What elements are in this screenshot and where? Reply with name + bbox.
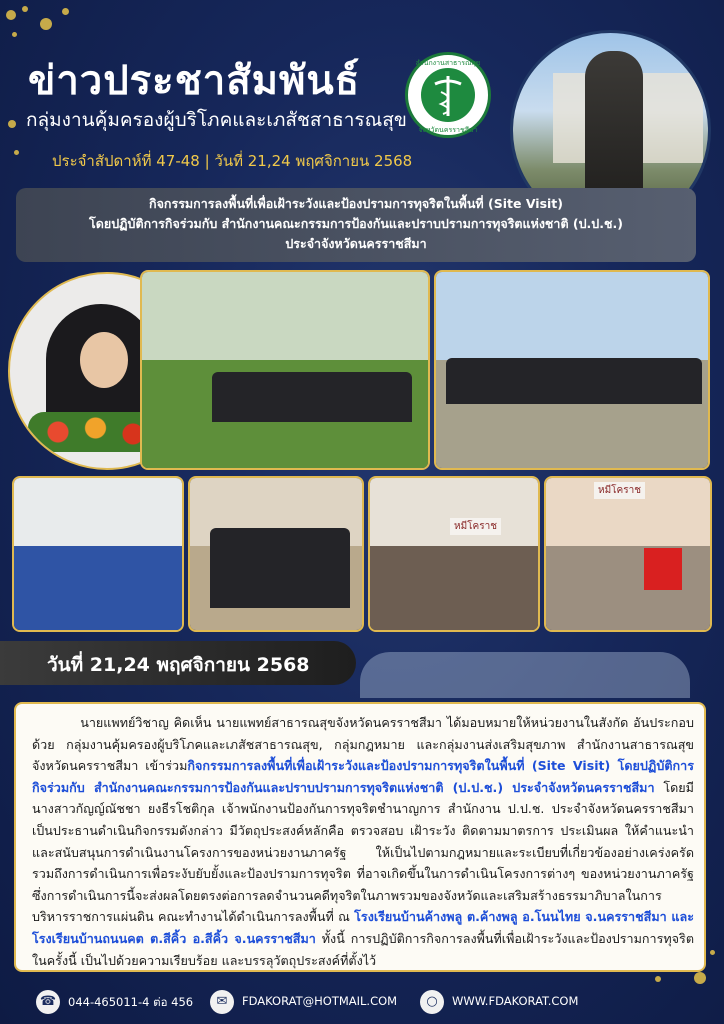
page-title: ข่าวประชาสัมพันธ์ [28, 58, 361, 104]
inspection-photo-2 [544, 476, 712, 632]
sparkle-decoration [62, 8, 69, 15]
sparkle-decoration [655, 976, 661, 982]
contact-phone: 044-465011-4 ต่อ 456 [68, 995, 194, 1009]
body-paragraph-closing: ทั้งนี้ การปฏิบัติการกิจการลงพื้นที่เพื่อเฝ้าระวังและป้องปรามการทุจริตในครั้งนี้ เป็นไปด้วยความเรียบร้อย และบรรลุวัตถุประสงค์ที่ตั้งไว้ [32, 930, 694, 968]
school-sign-1: หมีโคราช [450, 518, 501, 535]
phone-icon: ☎ [36, 990, 60, 1014]
body-highlight-schools: โรงเรียนบ้านค้างพลู ต.ค้างพลู อ.โนนไทย จ.นครราชสีมา และโรงเรียนบ้านถนนคต ต.สีคิ้ว อ.สีคิ้ว จ.นครราชสีมา [32, 909, 694, 946]
sparkle-decoration [14, 150, 19, 155]
body-paragraph-detail: โดยมีนางสาวกัญญ์ณัชชา ยงธีรโชติกุล เจ้าพนักงานป้องกันการทุจริตชำนาญการ สำนักงาน ป.ป.ช. ประจำจังหวัดนครราชสีมาเป็นประธานดำเนินกิจกรรมดังกล่าว มีวัตถุประสงค์หลักคือ ตรวจสอบ เฝ้าระวัง ติดตามมาตรการ ประเมินผล ให้คำแนะนำ และสนับสนุนการดำเนินงานโครงการของหน่วยงานภาครัฐ ให้เป็นไปตามกฎหมายและระเบียบที่เกี่ยวข้องอย่างเคร่งครัด รวมถึงการดำเนินการเพื่อระงับยับยั้งและป้องปรามการทุจริต ที่อาจเกิดขึ้นในการดำเนินโครงการต่างๆ ของหน่วยงานภาครัฐ ซึ่งการดำเนินการนี้จะส่งผลโดยตรงต่อการลดจำนวนคดีทุจริตในภาพรวมของจังหวัดและเสริมสร้างธรรมาภิบาลในการบริหารราชการแผ่นดิน คณะทำงานได้ดำเนินการลงพื้นที่ ณ [32, 779, 694, 925]
meeting-room-photo [12, 476, 184, 632]
sparkle-decoration [710, 950, 715, 955]
page-subtitle: กลุ่มงานคุ้มครองผู้บริโภคและเภสัชสาธารณสุข [26, 109, 407, 131]
red-cooler-box [644, 548, 682, 590]
school-canteen-photo [368, 476, 540, 632]
activity-title-line1: กิจกรรมการลงพื้นที่เพื่อเฝ้าระวังและป้องปรามการทุจริตในพื้นที่ (Site Visit) [149, 196, 563, 211]
contact-footer [0, 988, 724, 1024]
sparkle-decoration [12, 32, 17, 37]
mail-icon: ✉ [210, 990, 234, 1014]
caduceus-icon [421, 68, 475, 122]
inspection-photo-1 [188, 476, 364, 632]
news-body-text [32, 712, 694, 971]
body-paragraph-intro: นายแพทย์วิชาญ คิดเห็น นายแพทย์สาธารณสุขจังหวัดนครราชสีมา ได้มอบหมายให้หน่วยงานในสังกัด อันประกอบด้วย กลุ่มงานคุ้มครองผู้บริโภคและเภสัชสาธารณสุข, กลุ่มกฎหมาย และกลุ่มงานส่งเสริมสุขภาพ สำนักงานสาธารณสุขจังหวัดนครราชสีมา เข้าร่วม [32, 715, 694, 774]
provincial-health-office-logo: สำนักงานสาธารณสุข จังหวัดนครราชสีมา [405, 52, 491, 138]
group-photo-school [434, 270, 710, 470]
activity-title-line2: โดยปฏิบัติการกิจร่วมกับ สำนักงานคณะกรรมการป้องกันและปราบปรามการทุจริตแห่งชาติ (ป.ป.ช.) [89, 216, 623, 231]
body-highlight-activity: กิจกรรมการลงพื้นที่เพื่อเฝ้าระวังและป้องปรามการทุจริตในพื้นที่ (Site Visit) โดยปฏิบัติการกิจร่วมกับ สำนักงานคณะกรรมการป้องกันและปราบปรามการทุจริตแห่งชาติ (ป.ป.ช.) ประจำจังหวัดนครราชสีมา [32, 758, 694, 795]
week-date-label: ประจำสัปดาห์ที่ 47-48 | วันที่ 21,24 พฤศจิกายน 2568 [52, 152, 413, 170]
date-banner-text: วันที่ 21,24 พฤศจิกายน 2568 [47, 654, 310, 676]
sparkle-decoration [8, 120, 16, 128]
school-sign-2: หมีโคราช [594, 482, 645, 499]
group-photo-garden [140, 270, 430, 470]
sparkle-decoration [40, 18, 52, 30]
sparkle-decoration [694, 972, 706, 984]
sparkle-decoration [6, 10, 16, 20]
contact-email[interactable]: FDAKORAT@HOTMAIL.COM [242, 994, 398, 1008]
date-banner [0, 641, 356, 685]
globe-icon: ○ [420, 990, 444, 1014]
contact-website[interactable]: WWW.FDAKORAT.COM [452, 994, 579, 1008]
activity-title-banner [16, 188, 696, 262]
sparkle-decoration [22, 6, 28, 12]
activity-title-line3: ประจำจังหวัดนครราชสีมา [285, 236, 427, 251]
news-body-panel [14, 702, 706, 972]
